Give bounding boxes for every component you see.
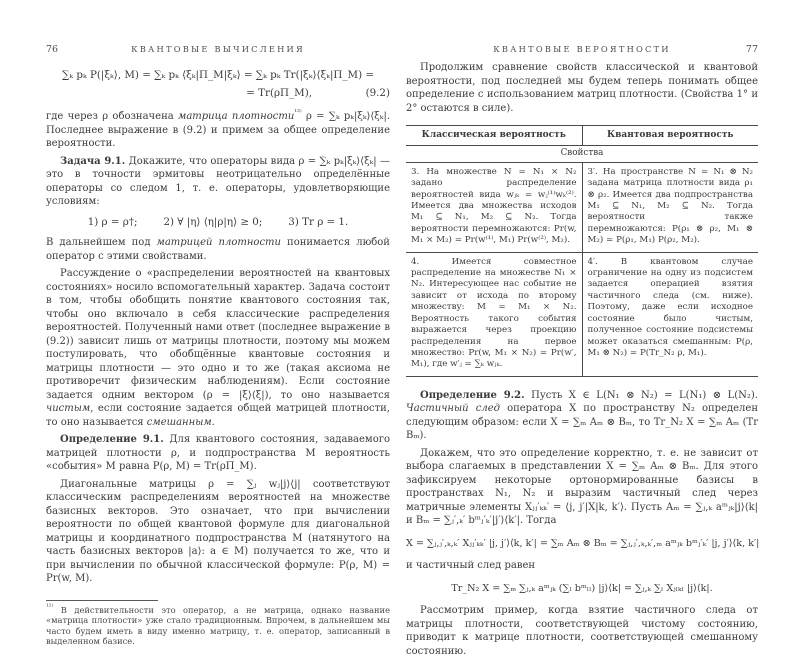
right-running-title: КВАНТОВЫЕ ВЕРОЯТНОСТИ — [493, 44, 671, 54]
paragraph-diagonal-matrices: Диагональные матрицы ρ = ∑ⱼ wⱼ|j⟩⟨j| соответствуют классическим распределениям вероятностей на множестве базисных векторов. Это означает, что при вычислении вероятности по общей квантовой формуле для диагональной матрицы и координатного подпространства M (натянутого на часть базисных векторов |a⟩: a ∈ M) получается то же, что и при вычислении по обычной классической формуле: P(ρ, M) = Pr(w, M). — [46, 478, 390, 584]
equation-number: (9.2) — [365, 86, 390, 99]
definition-9-1: Определение 9.1. Для квантового состояния, задаваемого матрицей плотности ρ, и подпространства M вероятность «события» M равна P(ρ, M) = Tr(ρΠ_M). — [46, 434, 390, 472]
equation-x-expansion: X = ∑ⱼ,ⱼ′,ₖ,ₖ′ Xⱼⱼ′ₖₖ′ |j, j′⟩⟨k, k′| = ∑ₘ Aₘ ⊗ Bₘ = ∑ⱼ,ⱼ′,ₖ,ₖ′,ₘ aᵐⱼₖ bᵐⱼ′ₖ′ |j, j′⟩⟨k, k′| — [406, 537, 760, 549]
definition-9-2: Определение 9.2. Пусть X ∈ L(N₁ ⊗ N₂) = L(N₁) ⊗ L(N₂). Частичный след оператора X по пространству N₂ определен следующим образом: если X = ∑ₘ Aₘ ⊗ Bₘ, то Tr_N₂ X = ∑ₘ Aₘ (Tr Bₘ). — [406, 389, 758, 442]
table-section-row — [406, 146, 758, 162]
condition-3: 3) Tr ρ = 1. — [288, 215, 349, 228]
column-header-quantum: Квантовая вероятность — [582, 126, 758, 146]
paragraph-example: Рассмотрим пример, когда взятие частичного следа от матрицы плотности, соответствующей чистому состоянию, приводит к матрице плотности, соответствующей смешанному состоянию. — [406, 605, 758, 657]
property-3-quantum: 3′. На пространстве N = N₁ ⊗ N₂ задана матрица плотности вида ρ₁ ⊗ ρ₂. Имеется два подпространства M₁ ⊆ N₁, M₂ ⊆ N₂. Тогда вероятности также перемножаются: P(ρ₁ ⊗ ρ₂, M₁ ⊗ M₂) = P(ρ₁, M₁) P(ρ₂, M₂). — [582, 162, 758, 252]
table-section-label: Свойства — [406, 146, 758, 162]
right-page-header — [406, 44, 758, 55]
left-running-title: КВАНТОВЫЕ ВЫЧИСЛЕНИЯ — [131, 44, 305, 54]
right-page-number: 77 — [745, 44, 758, 55]
paragraph-density-matrix: где через ρ обозначена матрица плотности$^{^{12)}}$ ρ = ∑ₖ pₖ|ξₖ⟩⟨ξₖ|. Последнее выражение в (9.2) и примем за общее определение вероятности. — [46, 108, 390, 149]
paragraph-henceforth: В дальнейшем под матрицей плотности понимается любой оператор с этими свойствами. — [46, 237, 390, 262]
paragraph-reasoning: Рассуждение о «распределении вероятностей на квантовых состояниях» носило вспомогательный характер. Задача состоит в том, чтобы обобщить понятие квантового состояния так, чтобы оно включало в себя классические распределения вероятностей. Полученный нами ответ (последнее выражение в (9.2)) зависит лишь от матрицы плотности, поэтому мы можем постулировать, что обобщённые квантовые состояния и матрицы плотности — это одно и то же (такая аксиома не противоречит физическим наблюдениям). Если состояние задается одним вектором (ρ = |ξ⟩⟨ξ|), то оно называется чистым, если состояние задается общей матрицей плотности, то оно называется смешанным. — [46, 268, 390, 428]
footnote-12-marker: ¹²⁾ — [46, 602, 54, 611]
equation-partial-trace: Tr_N₂ X = ∑ₘ ∑ⱼ,ₖ aᵐⱼₖ (∑ₗ bᵐₗₗ) |j⟩⟨k| = ∑ⱼ,ₖ ∑ₗ Xⱼₗₖₗ |j⟩⟨k|. — [451, 582, 713, 594]
condition-2: 2) ∀ |η⟩ ⟨η|ρ|η⟩ ≥ 0; — [163, 215, 263, 228]
table-row — [406, 252, 758, 376]
paragraph-intro-comparison: Продолжим сравнение свойств классической и квантовой вероятности, под последней мы будем теперь понимать общее определение с использованием матриц плотности. (Свойства 1° и 2° остаются в силе). — [406, 62, 758, 114]
table-header-row — [406, 126, 758, 146]
term-density-matrix-2: матрицей плотности — [156, 237, 281, 248]
property-3-classical: 3. На множестве N = N₁ × N₂ задано распределение вероятностей вида wⱼₖ = wⱼ⁽¹⁾wₖ⁽²⁾. Имеется два множества исходов M₁ ⊆ N₁, M₂ ⊆ N₂. Тогда вероятности перемножаются: Pr(w, M₁ × M₂) = Pr(w⁽¹⁾, M₁) Pr(w⁽²⁾, M₂). — [406, 162, 582, 252]
left-page-header — [46, 44, 390, 55]
task-9-1: Задача 9.1. Докажите, что операторы вида ρ = ∑ₖ pₖ|ξₖ⟩⟨ξₖ| — это в точности эрмитовы неотрицательно определённые операторы со следом 1, т. е. операторы, удовлетворяющие условиям: — [46, 155, 390, 207]
paragraph-proof: Докажем, что это определение корректно, т. е. не зависит от выбора слагаемых в представлении X = ∑ₘ Aₘ ⊗ Bₘ. Для этого зафиксируем некоторые ортонормированные базисы в пространствах N₁, N₂ и выразим частичный след через матричные элементы Xⱼⱼ′ₖₖ′ = ⟨j, j′|X|k, k′⟩. Пусть Aₘ = ∑ⱼ,ₖ aᵐⱼₖ|j⟩⟨k| и Bₘ = ∑ⱼ′,ₖ′ bᵐⱼ′ₖ′|j′⟩⟨k′|. Тогда — [406, 447, 758, 527]
term-mixed: смешанным — [146, 416, 212, 428]
footnote-ref-12: ¹²⁾ — [294, 108, 302, 117]
left-page-number: 76 — [46, 44, 59, 55]
property-4-quantum: 4′. В квантовом случае ограничение на одну из подсистем задается операцией взятия частичного следа (см. ниже). Поэтому, даже если исходное состояние было чистым, полученное состояние подсистемы может оказаться смешанным: P(ρ, M₁ ⊗ N₂) = P(Tr_N₂ ρ, M₁). — [582, 252, 758, 376]
left-page — [46, 44, 390, 647]
probability-comparison-table — [406, 125, 758, 377]
task-conditions — [46, 216, 390, 230]
property-4-classical: 4. Имеется совместное распределение на множестве N₁ × N₂. Интересующее нас событие не зависит от исхода по второму множеству: M = M₁ × N₂. Вероятность такого события выражается через проекцию распределения на первое множество: Pr(w, M₁ × N₂) = Pr(w′, M₁), где w′ⱼ = ∑ₖ wⱼₖ. — [406, 252, 582, 376]
condition-1: 1) ρ = ρ†; — [87, 215, 138, 228]
equation-9-2-rhs: = Tr(ρΠ_M), — [246, 86, 312, 99]
equation-9-2-line2 — [46, 87, 390, 101]
definition-9-2-label: Определение 9.2. — [420, 389, 525, 401]
term-density-matrix: матрица плотности — [178, 111, 295, 122]
footnote-rule — [46, 600, 158, 601]
term-partial-trace: Частичный след — [406, 403, 500, 415]
column-header-classical: Классическая вероятность — [406, 126, 582, 146]
table-row — [406, 162, 758, 252]
right-page — [406, 44, 758, 658]
equation-9-2-line1: ∑ₖ pₖ P(|ξₖ⟩, M) = ∑ₖ pₖ ⟨ξₖ|Π_M|ξₖ⟩ = ∑ₖ pₖ Tr(|ξₖ⟩⟨ξₖ|Π_M) = — [61, 69, 375, 81]
connector-text: и частичный след равен — [406, 560, 536, 572]
footnote-12: $^{^{12)}}$ В действительности это оператор, а не матрица, однако название «матрица плотности» уже стало традиционным. Впрочем, в дальнейшем мы часто будем иметь в виду именно матрицу, т. е. оператор, записанный в выделенном базисе. — [46, 602, 390, 647]
definition-9-1-label: Определение 9.1. — [60, 434, 164, 445]
task-9-1-label: Задача 9.1. — [60, 155, 126, 167]
term-pure: чистым — [46, 403, 91, 414]
